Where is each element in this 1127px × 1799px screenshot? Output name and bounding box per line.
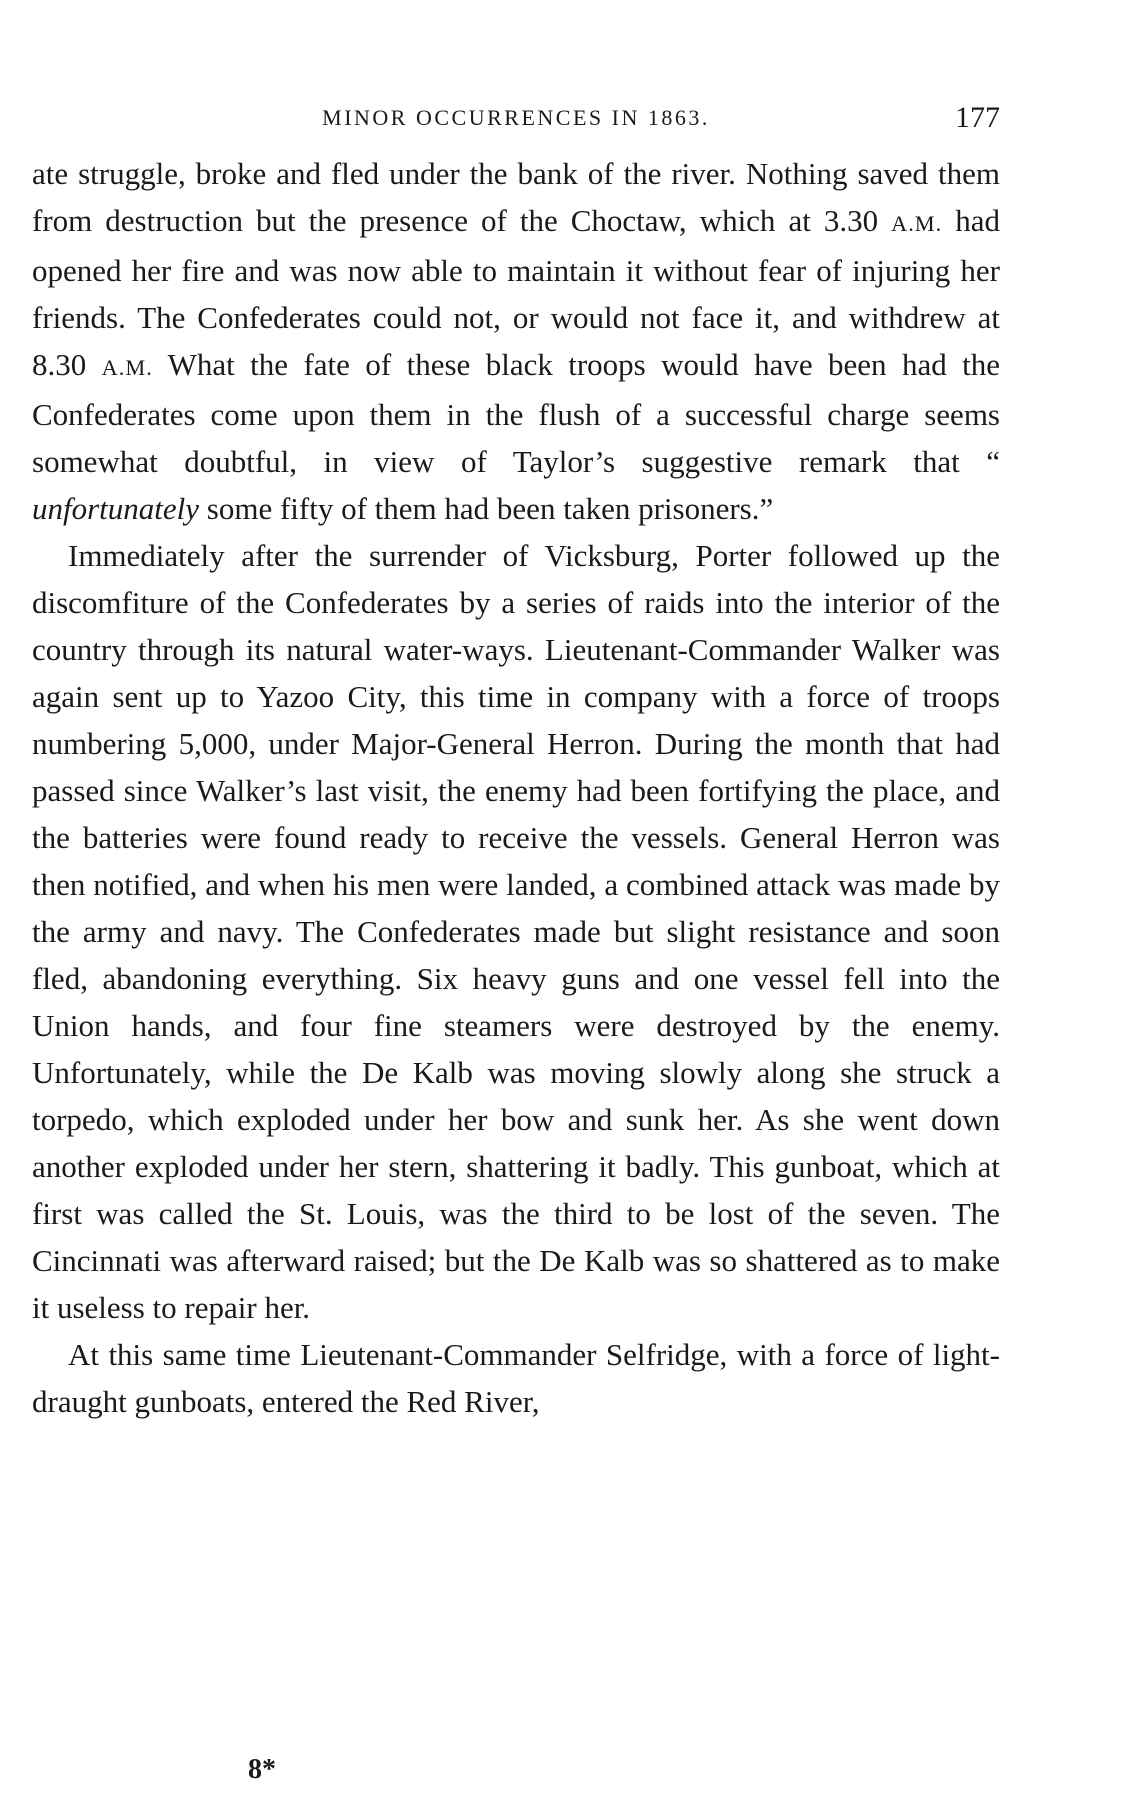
small-caps-am: A.M. [891,211,943,236]
running-head [32,98,1000,138]
small-caps-am: A.M. [101,355,153,380]
running-title: MINOR OCCURRENCES IN 1863. [322,105,710,130]
body-text [32,150,1000,1425]
paragraph-3: At this same time Lieutenant-Commander Selfridge, with a force of light-draught gunboats, entered the Red River, [32,1337,1000,1419]
paragraph-1-text-d: some fifty of them had been taken prisoners.” [199,491,774,526]
paragraph-1-text-b: had opened her fire and was now able to maintain it without fear of injuring her friends. The Confederates could not, or would not face it, and withdrew at 8.30 [32,203,1000,382]
paragraph-1 [32,150,1000,532]
italic-word: unfortunately [32,491,200,526]
signature-mark: 8* [248,1754,276,1785]
page-number: 177 [955,101,1000,134]
paragraph-1-text-c: What the fate of these black troops would have been had the Confederates come upon them in the flush of a successful charge seems somewhat doubtful, in view of Taylor’s suggestive remark that “ [32,347,1001,479]
paragraph-1-text-a: ate struggle, broke and fled under the bank of the river. Nothing saved them from destruction but the presence of the Choctaw, which at 3.30 [32,156,1000,238]
paragraph-2: Immediately after the surrender of Vicksburg, Porter followed up the discomfiture of the Confederates by a series of raids into the interior of the country through its natural water-ways. Lieutenant-Commander Walker was again sent up to Yazoo City, this time in company with a force of troops numbering 5,000, under Major-General Herron. During the month that had passed since Walker’s last visit, the enemy had been fortifying the place, and the batteries were found ready to receive the vessels. General Herron was then notified, and when his men were landed, a combined attack was made by the army and navy. The Confederates made but slight resistance and soon fled, abandoning everything. Six heavy guns and one vessel fell into the Union hands, and four fine steamers were destroyed by the enemy. Unfortunately, while the De Kalb was moving slowly along she struck a torpedo, which exploded under her bow and sunk her. As she went down another exploded under her stern, shattering it badly. This gunboat, which at first was called the St. Louis, was the third to be lost of the seven. The Cincinnati was afterward raised; but the De Kalb was so shattered as to make it useless to repair her. [32,538,1000,1325]
